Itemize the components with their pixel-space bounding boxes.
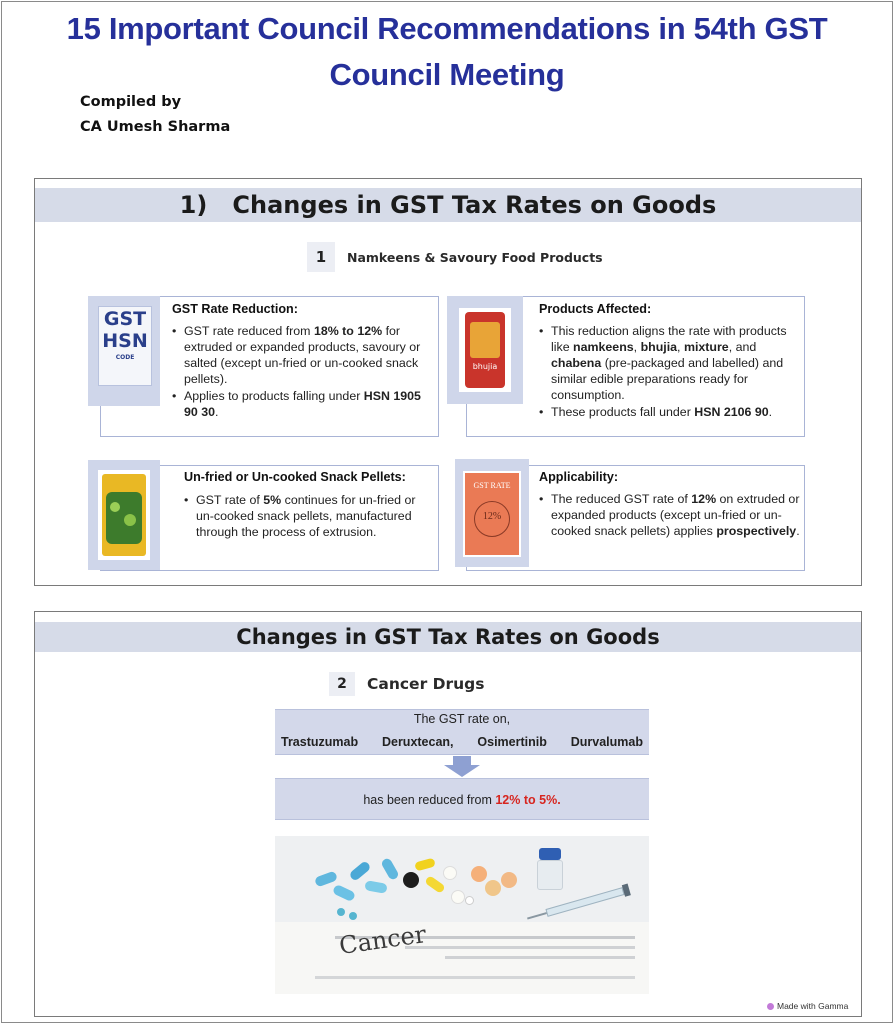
- card-bullets: [184, 492, 434, 541]
- slide-heading: Changes in GST Tax Rates on Goods: [35, 622, 861, 652]
- bullet: • The reduced GST rate of 12% on extruded or expanded products (except un-fried or un-cooked snack pellets) applies prospectively.: [539, 491, 803, 539]
- vial-icon: [537, 848, 563, 890]
- section-title: Namkeens & Savoury Food Products: [347, 249, 603, 265]
- rate-highlight: 12% to 5%.: [495, 793, 561, 807]
- gst-rate-thumbnail: [455, 459, 529, 567]
- drug-list-box: [275, 709, 649, 755]
- bhujia-pack-icon: bhujia: [465, 312, 505, 388]
- compiled-by-label: Compiled by: [80, 94, 182, 110]
- section-row: [307, 242, 603, 272]
- section-row: [329, 672, 484, 696]
- cancer-drugs-image: [275, 836, 649, 994]
- drug-name: Trastuzumab: [281, 735, 359, 749]
- document-title: 15 Important Council Recommendations in 54th GST Council Meeting: [66, 11, 828, 92]
- slide-heading: 1) Changes in GST Tax Rates on Goods: [35, 188, 861, 222]
- slide-cancer-drugs: [34, 611, 862, 1017]
- gst-rate-icon: GST RATE 12%: [465, 473, 519, 555]
- slide-namkeens: [34, 178, 862, 586]
- reduction-text: has been reduced from: [363, 793, 496, 807]
- hsn-icon: GST HSN CODE: [102, 308, 148, 361]
- card-title: GST Rate Reduction:: [172, 302, 298, 316]
- card-title: Products Affected:: [539, 302, 652, 316]
- reduction-box: [275, 778, 649, 820]
- bullet: • These products fall under HSN 2106 90.: [539, 404, 803, 420]
- card-bullets: [539, 323, 803, 421]
- drug-name: Osimertinib: [477, 735, 547, 749]
- card-bullets: [172, 323, 434, 421]
- author-name: CA Umesh Sharma: [80, 119, 231, 135]
- card-title: Un-fried or Un-cooked Snack Pellets:: [184, 470, 406, 484]
- gst-hsn-thumbnail: [88, 296, 160, 406]
- card-bullets: [539, 491, 803, 540]
- drug-names: [281, 735, 643, 749]
- section-number: 2: [329, 672, 355, 696]
- rate-caption: The GST rate on,: [413, 712, 511, 726]
- drug-name: Durvalumab: [570, 735, 643, 749]
- bullet: • GST rate reduced from 18% to 12% for extruded or expanded products, savoury or salted (except un-fried or un-cooked snack pellets).: [172, 323, 434, 387]
- card-title: Applicability:: [539, 470, 619, 484]
- made-with-gamma-badge[interactable]: [767, 1001, 848, 1011]
- bhujia-thumbnail: [447, 296, 523, 404]
- section-number: 1: [307, 242, 335, 272]
- gamma-logo-icon: [767, 1003, 774, 1010]
- bullet: • GST rate of 5% continues for un-fried or un-cooked snack pellets, manufactured through the process of extrusion.: [184, 492, 434, 540]
- cancer-word: Cancer: [337, 920, 428, 960]
- drug-name: Deruxtecan,: [381, 735, 454, 749]
- bullet: • This reduction aligns the rate with products like namkeens, bhujia, mixture, and chabena (pre-packaged and labelled) and similar edible preparations ready for consumption.: [539, 323, 803, 403]
- down-arrow-icon: [442, 756, 482, 778]
- watermark-text: Made with Gamma: [777, 1001, 849, 1011]
- section-title: Cancer Drugs: [367, 675, 485, 693]
- snack-pellets-thumbnail: [88, 460, 160, 570]
- bullet: • Applies to products falling under HSN 1905 90 30.: [172, 388, 434, 420]
- snack-pack-icon: [102, 474, 146, 556]
